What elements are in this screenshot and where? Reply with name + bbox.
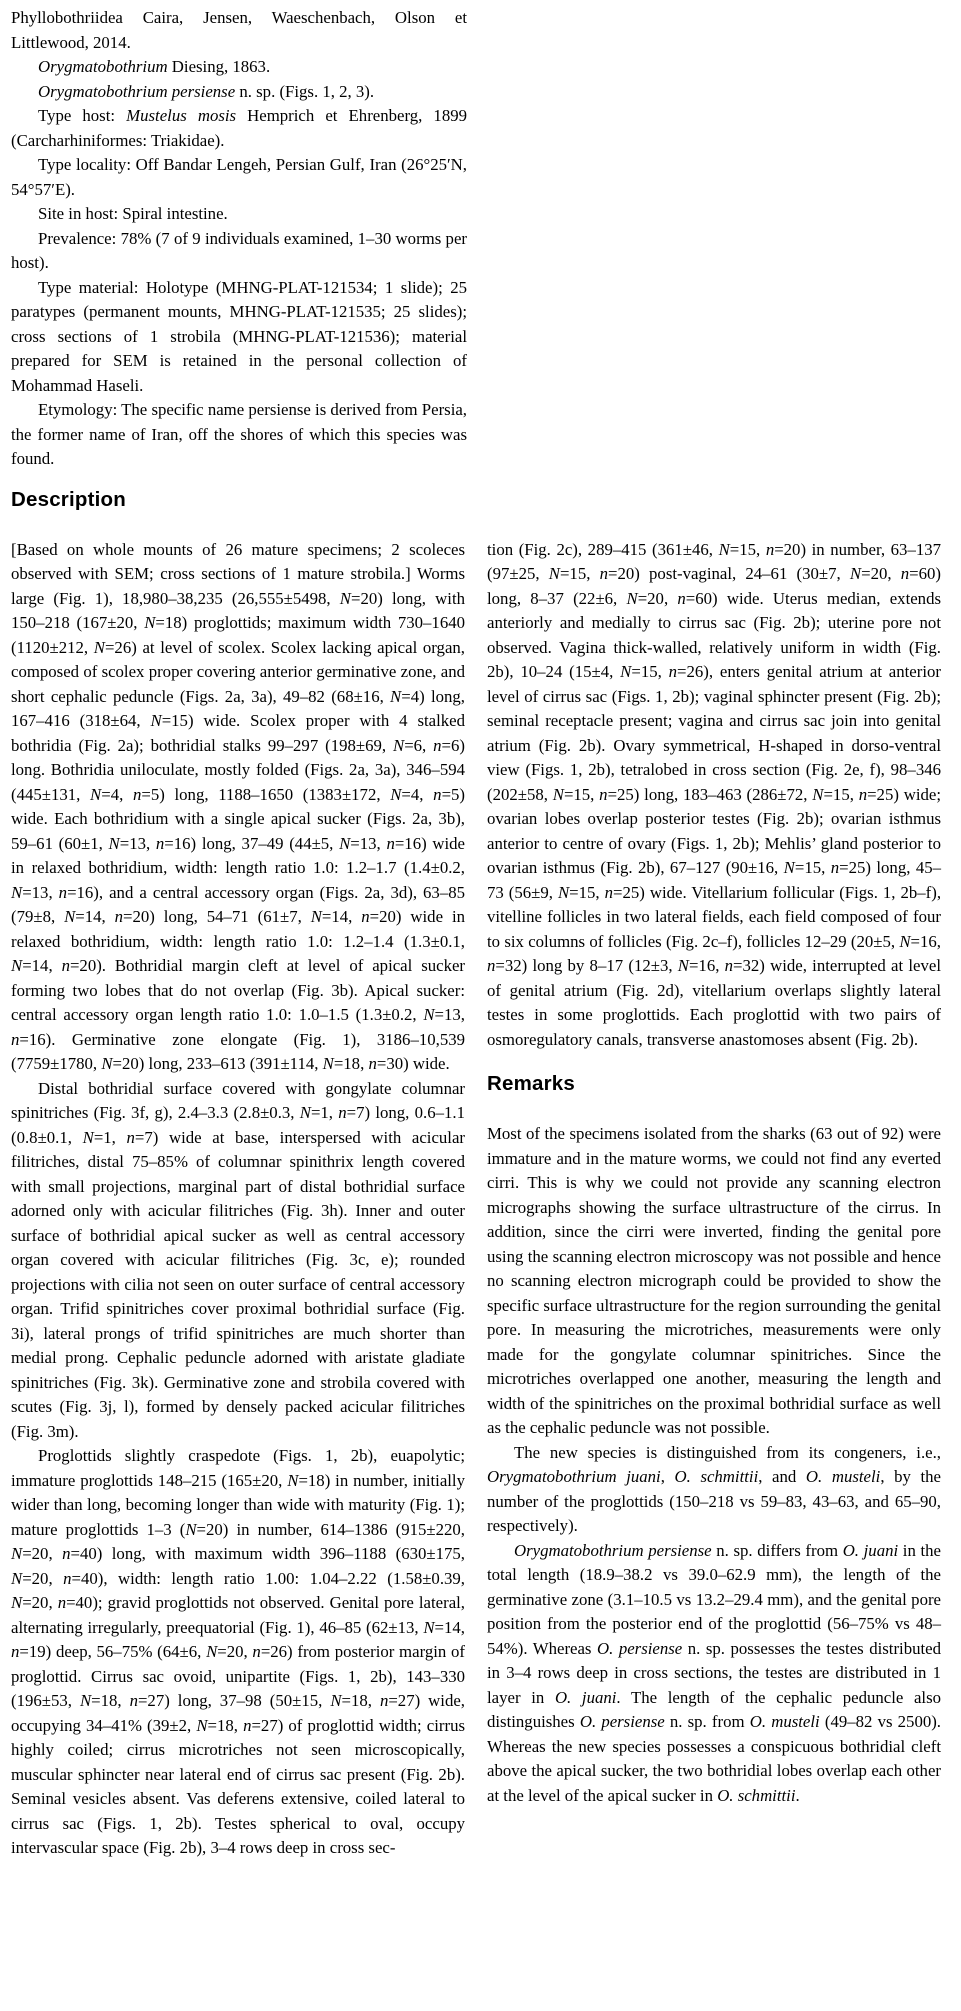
paragraph: Orygmatobothrium persiense n. sp. differs from O. juani in the total length (18.9–38.2 vs 39.0–62.9 mm), the length of the germinative zone (3.1–10.5 vs 13.2–29.4 mm), and the genital pore position from the posterior end of the proglottid (56–75% vs 48–54%). Whereas O. persiense n. sp. possesses the testes distributed in 3–4 rows deep in cross sections, the testes are distributed in 1 layer in O. juani. The length of the cephalic peduncle also distinguishes O. persiense n. sp. from O. musteli (49–82 vs 2500). Whereas the new species possesses a conspicuous bothridial cleft above the apical sucker, the two bothridial lobes overlap each other at the level of the apical sucker in O. schmittii. bbox=[487, 1540, 942, 1805]
paragraph: The new species is distinguished from its congeners, i.e., Orygmatobothrium juani, O. schmittii, and O. musteli, by the number of the proglottids (150–218 vs 59–83, 43–63, and 65–90, respectively). bbox=[487, 1442, 942, 1535]
description-heading: Description bbox=[11, 487, 126, 511]
left-column bbox=[11, 538, 465, 1861]
paragraph: Etymology: The specific name persiense is derived from Persia, the former name of Iran, off the shores of which this species was found. bbox=[11, 400, 467, 468]
paragraph: Type locality: Off Bandar Lengeh, Persian Gulf, Iran (26°25′N, 54°57′E). bbox=[11, 155, 467, 199]
paragraph: tion (Fig. 2c), 289–415 (361±46, N=15, n=20) in number, 63–137 (97±25, N=15, n=20) post-vaginal, 24–61 (30±7, N=20, n=60) long, 8–37 (22±6, N=20, n=60) wide. Uterus median, extends anteriorly and medially to cirrus sac (Fig. 2b); uterine pore not observed. Vagina thick-walled, relatively uniform in width (Fig. 2b), 10–24 (15±4, N=15, n=26), enters genital atrium at anterior level of cirrus sac (Figs. 1, 2b); vaginal sphincter present (Fig. 2b); seminal receptacle present; vagina and cirrus sac join into genital atrium (Fig. 2b). Ovary symmetrical, H-shaped in dorso-ventral view (Figs. 1, 2b), tetralobed in cross section (Fig. 2e, f), 98–346 (202±58, N=15, n=25) long, 183–463 (286±72, N=15, n=25) wide; ovarian lobes overlap posterior testes (Fig. 2b); ovarian isthmus anterior to centre of ovary (Figs. 1, 2b); Mehlis’ gland posterior to ovarian isthmus (Fig. 2b), 67–127 (90±16, N=15, n=25) long, 45–73 (56±9, N=15, n=25) wide. Vitellarium follicular (Figs. 1, 2b–f), vitelline follicles in two lateral fields, each field composed of four to six columns of follicles (Fig. 2c–f), follicles 12–29 (20±5, N=16, n=32) long by 8–17 (12±3, N=16, n=32) wide, interrupted at level of genital atrium (Fig. 2d), vitellarium overlaps slightly lateral testes in some proglottids. Each proglottid with two pairs of osmoregulatory canals, transverse anastomoses absent (Fig. 2b). bbox=[487, 539, 942, 1049]
paragraph: Most of the specimens isolated from the sharks (63 out of 92) were immature and in the mature worms, we could not find any everted cirri. This is why we could not provide any scanning electron micrographs showing the surface ultrastructure of the cirrus. In addition, since the cirri were inverted, finding the genital pore using the scanning electron microscopy was not possible and hence no scanning electron micrograph could be provided to show the specific surface ultrastructure for the region surrounding the genital pore. In measuring the microtriches, measurements were only made for the gongylate columnar spinitriches. Since the microtriches overlapped one another, measuring the length and width of the spinitriches on the proximal bothridial surface as well as the cephalic peduncle was not possible. bbox=[487, 1124, 941, 1437]
paragraph: Site in host: Spiral intestine. bbox=[38, 204, 228, 223]
paragraph: Type material: Holotype (MHNG-PLAT-121534; 1 slide); 25 paratypes (permanent mounts, MHNG-PLAT-121535; 25 slides); cross sections of 1 strobila (MHNG-PLAT-121536); material prepared for SEM is retained in the personal collection of Mohammad Haseli. bbox=[11, 277, 467, 395]
paragraph: Proglottids slightly craspedote (Figs. 1, 2b), euapolytic; immature proglottids 148–215 (165±20, N=18) in number, initially wider than long, becoming longer than wide with maturity (Fig. 1); mature proglottids 1–3 (N=20) in number, 614–1386 (915±220, N=20, n=40) long, with maximum width 396–1188 (630±175, N=20, n=40), width: length ratio 1.00: 1.04–2.22 (1.58±0.39, N=20, n=40); gravid proglottids not observed. Genital pore lateral, alternating irregularly, preequatorial (Fig. 1), 46–85 (62±13, N=14, n=19) deep, 56–75% (64±6, N=20, n=26) from posterior margin of proglottid. Cirrus sac ovoid, unipartite (Figs. 1, 2b), 143–330 (196±53, N=18, n=27) long, 37–98 (50±15, N=18, n=27) wide, occupying 34–41% (39±2, N=18, n=27) of proglottid width; cirrus highly coiled; cirrus microtriches not seen microscopically, muscular sphincter near lateral end of cirrus sac present (Fig. 2b). Seminal vesicles absent. Vas deferens extensive, coiled lateral to cirrus sac (Figs. 1, 2b). Testes spherical to oval, occupy intervascular space (Fig. 2b), 3–4 rows deep in cross sec- bbox=[11, 1446, 465, 1857]
remarks-heading: Remarks bbox=[487, 1072, 576, 1095]
paragraph: Phyllobothriidea Caira, Jensen, Waeschenbach, Olson et Littlewood, 2014. bbox=[11, 8, 467, 52]
two-column-body bbox=[11, 538, 947, 1861]
remarks-body bbox=[487, 1122, 941, 1808]
paragraph: [Based on whole mounts of 26 mature specimens; 2 scoleces observed with SEM; cross sections of 1 mature strobila.] Worms large (Fig. 1), 18,980–38,235 (26,555±5498, N=20) long, with 150–218 (167±20, N=18) proglottids; maximum width 730–1640 (1120±212, N=26) at level of scolex. Scolex lacking apical organ, composed of scolex proper covering anterior germinative zone, and short cephalic peduncle (Figs. 2a, 3a), 49–82 (68±16, N=4) long, 167–416 (318±64, N=15) wide. Scolex proper with 4 stalked bothridia (Fig. 2a); bothridial stalks 99–297 (198±69, N=6, n=6) long. Bothridia uniloculate, mostly folded (Figs. 2a, 3a), 346–594 (445±131, N=4, n=5) long, 1188–1650 (1383±172, N=4, n=5) wide. Each bothridium with a single apical sucker (Figs. 2a, 3b), 59–61 (60±1, N=13, n=16) long, 37–49 (44±5, N=13, n=16) wide in relaxed bothridium, width: length ratio 1.0: 1.2–1.7 (1.4±0.2, N=13, n=16), and a central accessory organ (Figs. 2a, 3d), 63–85 (79±8, N=14, n=20) long, 54–71 (61±7, N=14, n=20) wide in relaxed bothridium, width: length ratio 1.0: 1.2–1.4 (1.3±0.1, N=14, n=20). Bothridial margin cleft at level of apical sucker forming two lobes that do not overlap (Fig. 3b). Apical sucker: central accessory organ length ratio 1.0: 1.0–1.5 (1.3±0.2, N=13, n=16). Germinative zone elongate (Fig. 1), 3186–10,539 (7759±1780, N=20) long, 233–613 (391±114, N=18, n=30) wide. bbox=[11, 539, 466, 1073]
paragraph: Orygmatobothrium Diesing, 1863. bbox=[38, 57, 271, 76]
paragraph: Orygmatobothrium persiense n. sp. (Figs. 1, 2, 3). bbox=[38, 81, 375, 101]
description-continued bbox=[487, 538, 941, 1053]
right-column bbox=[487, 538, 941, 1861]
paragraph: Distal bothridial surface covered with gongylate columnar spinitriches (Fig. 3f, g), 2.4–3.3 (2.8±0.3, N=1, n=7) long, 0.6–1.1 (0.8±0.1, N=1, n=7) wide at base, interspersed with acicular filitriches, distal 75–85% of columnar spinithrix length covered with small projections, marginal part of distal bothridial surface adorned only with acicular filitriches (Fig. 3h). Inner and outer surface of bothridial apical sucker as well as central accessory organ covered with acicular filitriches (Fig. 3c, e); rounded projections with cilia not seen on outer surface of central accessory organ. Trifid spinitriches cover proximal bothridial surface (Fig. 3i), lateral prongs of trifid spinitriches are much shorter than medial prong. Cephalic peduncle adorned with aristate gladiate spinitriches (Fig. 3k). Germinative zone and strobila covered with scutes (Fig. 3j, l), formed by densely packed acicular filitriches (Fig. 3m). bbox=[11, 1078, 465, 1441]
paragraph: Type host: Mustelus mosis Hemprich et Ehrenberg, 1899 (Carcharhiniformes: Triakidae). bbox=[11, 106, 467, 150]
paragraph: Prevalence: 78% (7 of 9 individuals examined, 1–30 worms per host). bbox=[11, 228, 467, 272]
front-matter bbox=[11, 6, 467, 472]
